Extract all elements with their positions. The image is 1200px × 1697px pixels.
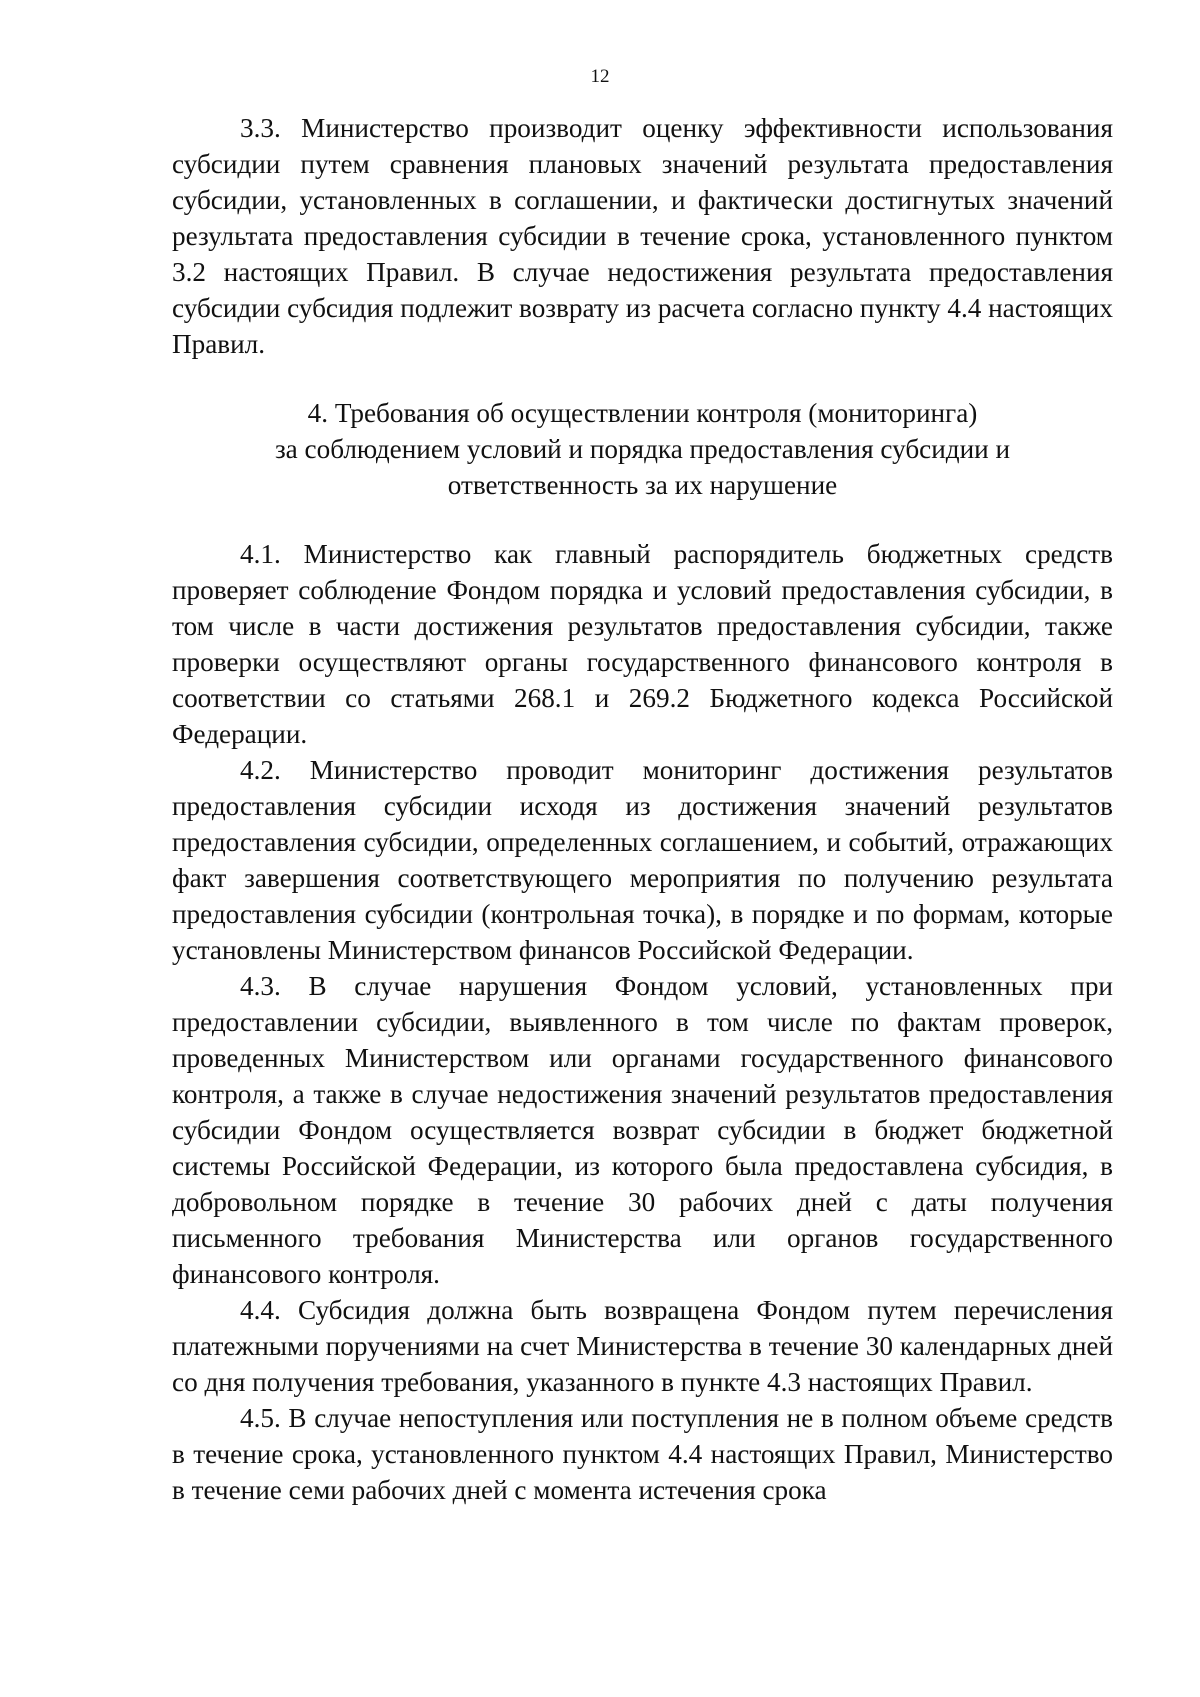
section-heading: [172, 395, 1113, 503]
paragraph-4-3: 4.3. В случае нарушения Фондом условий, установленных при предоставлении субсидии, выявленного в том числе по фактам проверок, проведенных Министерством или органами государственного финансового контроля, а также в случае недостижения значений результатов предоставления субсидии Фондом осуществляется возврат субсидии в бюджет бюджетной системы Российской Федерации, из которого была предоставлена субсидия, в добровольном порядке в течение 30 рабочих дней с даты получения письменного требования Министерства или органов государственного финансового контроля.: [172, 971, 1113, 1289]
section-heading-line-2: за соблюдением условий и порядка предоставления субсидии и: [274, 434, 1011, 464]
section-heading-line-1: 4. Требования об осуществлении контроля (мониторинга): [307, 398, 978, 428]
paragraph-4-5: 4.5. В случае непоступления или поступления не в полном объеме средств в течение срока, установленного пунктом 4.4 настоящих Правил, Министерство в течение семи рабочих дней с момента истечения срока: [172, 1403, 1113, 1505]
paragraph-4-4: 4.4. Субсидия должна быть возвращена Фондом путем перечисления платежными поручениями на счет Министерства в течение 30 календарных дней со дня получения требования, указанного в пункте 4.3 настоящих Правил.: [172, 1295, 1113, 1397]
paragraph-4-1: 4.1. Министерство как главный распорядитель бюджетных средств проверяет соблюдение Фондом порядка и условий предоставления субсидии, в том числе в части достижения результатов предоставления субсидии, также проверки осуществляют органы государственного финансового контроля в соответствии со статьями 268.1 и 269.2 Бюджетного кодекса Российской Федерации.: [172, 539, 1113, 749]
section-heading-line-3: ответственность за их нарушение: [447, 470, 838, 500]
page-number: 12: [590, 66, 610, 87]
document-body: [172, 110, 1113, 1508]
paragraph-3-3: 3.3. Министерство производит оценку эффективности использования субсидии путем сравнения плановых значений результата предоставления субсидии, установленных в соглашении, и фактически достигнутых значений результата предоставления субсидии в течение срока, установленного пунктом 3.2 настоящих Правил. В случае недостижения результата предоставления субсидии субсидия подлежит возврату из расчета согласно пункту 4.4 настоящих Правил.: [172, 113, 1113, 359]
paragraph-4-2: 4.2. Министерство проводит мониторинг достижения результатов предоставления субсидии исходя из достижения значений результатов предоставления субсидии, определенных соглашением, и событий, отражающих факт завершения соответствующего мероприятия по получению результата предоставления субсидии (контрольная точка), в порядке и по формам, которые установлены Министерством финансов Российской Федерации.: [172, 755, 1113, 965]
